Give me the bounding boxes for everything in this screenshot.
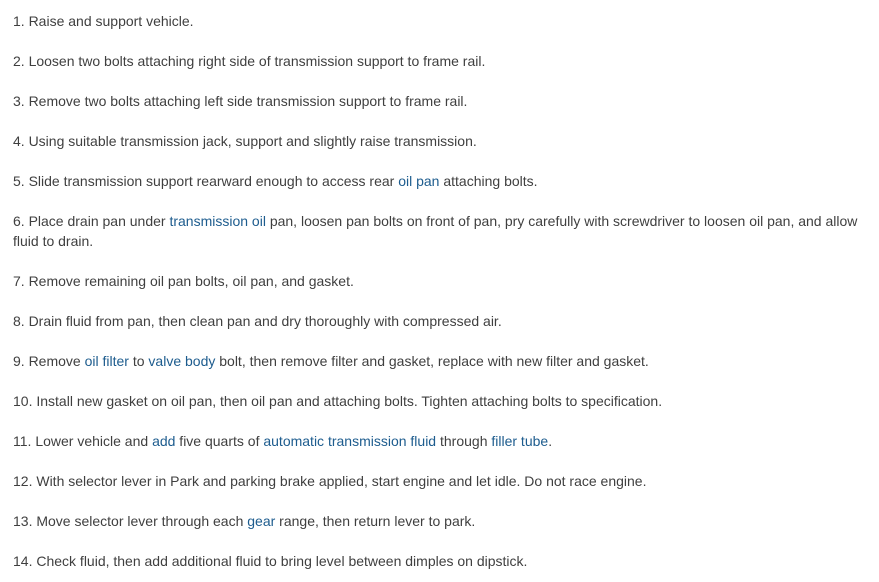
step-text: 6. Place drain pan under (13, 213, 170, 229)
step-text: 4. Using suitable transmission jack, support and slightly raise transmission. (13, 133, 477, 149)
step-8 (13, 311, 875, 331)
step-1 (13, 11, 875, 31)
glossary-link[interactable]: gear (247, 513, 276, 529)
step-text: through (436, 433, 492, 449)
step-text: 14. Check fluid, then add additional fluid to bring level between dimples on dipstick. (13, 553, 528, 569)
glossary-link[interactable]: transmission oil (169, 213, 266, 229)
glossary-link[interactable]: oil filter (84, 353, 129, 369)
step-text: 2. Loosen two bolts attaching right side of transmission support to frame rail. (13, 53, 486, 69)
step-text: 13. Move selector lever through each (13, 513, 248, 529)
glossary-link[interactable]: automatic transmission fluid (263, 433, 437, 449)
step-11 (13, 431, 875, 451)
step-5 (13, 171, 875, 191)
step-text: 12. With selector lever in Park and parking brake applied, start engine and let idle. Do not race engine. (13, 473, 647, 489)
step-6 (13, 211, 875, 251)
glossary-link[interactable]: oil pan (398, 173, 440, 189)
step-12 (13, 471, 875, 491)
step-text: pan, loosen pan bolts on front of pan, pry carefully with screwdriver to loosen oil pan, and allow fluid to drain. (13, 213, 858, 249)
step-text: 11. Lower vehicle and (13, 433, 153, 449)
step-text: 10. Install new gasket on oil pan, then oil pan and attaching bolts. Tighten attaching bolts to specification. (13, 393, 663, 409)
glossary-link[interactable]: filler tube (491, 433, 549, 449)
step-text: 8. Drain fluid from pan, then clean pan and dry thoroughly with compressed air. (13, 313, 502, 329)
step-7 (13, 271, 875, 291)
step-text: 3. Remove two bolts attaching left side transmission support to frame rail. (13, 93, 468, 109)
step-10 (13, 391, 875, 411)
glossary-link[interactable]: valve body (148, 353, 216, 369)
step-text: 7. Remove remaining oil pan bolts, oil pan, and gasket. (13, 273, 354, 289)
step-2 (13, 51, 875, 71)
step-4 (13, 131, 875, 151)
step-text: 1. Raise and support vehicle. (13, 13, 194, 29)
step-text: bolt, then remove filter and gasket, replace with new filter and gasket. (215, 353, 649, 369)
step-13 (13, 511, 875, 531)
glossary-link[interactable]: add (152, 433, 176, 449)
step-3 (13, 91, 875, 111)
step-9 (13, 351, 875, 371)
step-text: attaching bolts. (439, 173, 538, 189)
step-14 (13, 551, 875, 571)
step-text: 9. Remove (13, 353, 85, 369)
step-text: range, then return lever to park. (275, 513, 476, 529)
step-text: 5. Slide transmission support rearward enough to access rear (13, 173, 399, 189)
step-text: . (548, 433, 553, 449)
step-text: five quarts of (175, 433, 264, 449)
step-text: to (128, 353, 149, 369)
